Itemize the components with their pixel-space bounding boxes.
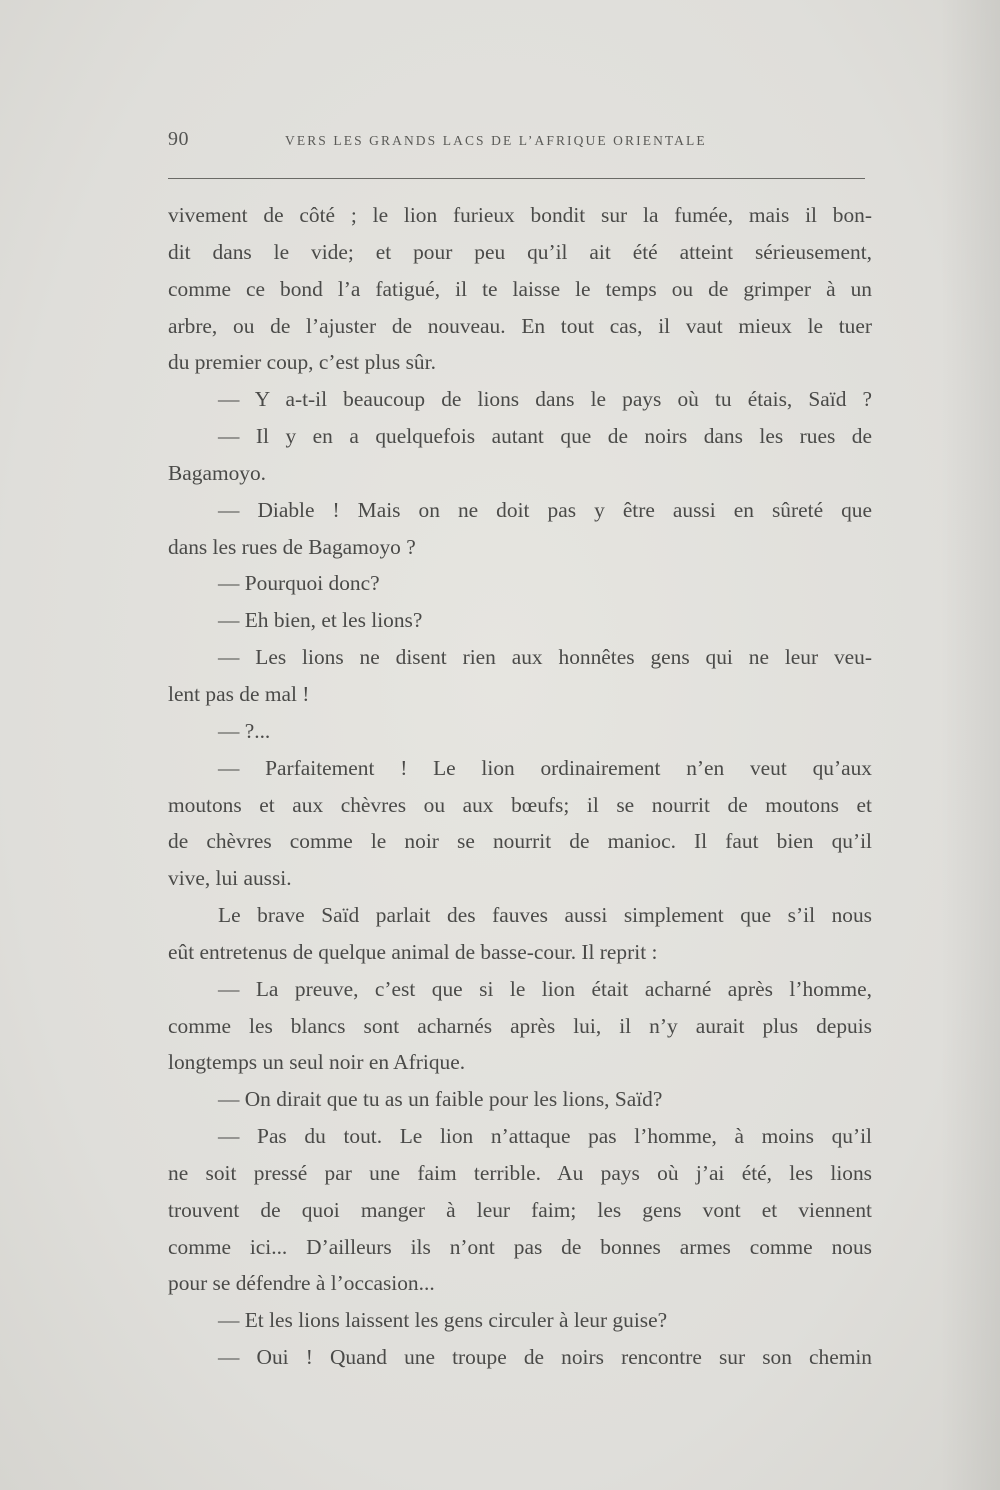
text-line: — Pas du tout. Le lion n’attaque pas l’homme, à moins qu’il: [218, 1124, 872, 1149]
text-line: de chèvres comme le noir se nourrit de manioc. Il faut bien qu’il: [168, 829, 872, 854]
text-line: dans les rues de Bagamoyo ?: [168, 534, 416, 559]
text-line: dit dans le vide; et pour peu qu’il ait été atteint sérieusement,: [168, 239, 872, 264]
page-edge-shadow: [940, 0, 1000, 1490]
text-line: — La preuve, c’est que si le lion était acharné après l’homme,: [218, 976, 872, 1001]
text-line: comme les blancs sont acharnés après lui, il n’y aurait plus depuis: [168, 1013, 872, 1038]
text-line: Le brave Saïd parlait des fauves aussi simplement que s’il nous: [218, 903, 872, 928]
text-line: — Et les lions laissent les gens circuler à leur guise?: [218, 1308, 668, 1333]
text-line: vive, lui aussi.: [168, 866, 292, 891]
text-line: — Oui ! Quand une troupe de noirs rencontre sur son chemin: [218, 1345, 872, 1370]
body-text: [168, 197, 872, 1376]
text-line: vivement de côté ; le lion furieux bondit sur la fumée, mais il bon-: [168, 203, 872, 227]
text-line: du premier coup, c’est plus sûr.: [168, 350, 436, 375]
text-line: — ?...: [218, 718, 271, 743]
text-line: — Parfaitement ! Le lion ordinairement n’en veut qu’aux: [218, 755, 872, 780]
text-line: ne soit pressé par une faim terrible. Au pays où j’ai été, les lions: [168, 1160, 872, 1185]
text-line: Bagamoyo.: [168, 460, 267, 485]
page-number: 90: [168, 128, 189, 150]
text-line: — Diable ! Mais on ne doit pas y être aussi en sûreté que: [218, 497, 872, 522]
text-line: — Pourquoi donc?: [218, 571, 380, 596]
text-line: moutons et aux chèvres ou aux bœufs; il se nourrit de moutons et: [168, 792, 872, 817]
page-header: [168, 128, 868, 158]
text-line: eût entretenus de quelque animal de basse-cour. Il reprit :: [168, 939, 658, 964]
text-line: comme ce bond l’a fatigué, il te laisse le temps ou de grimper à un: [168, 276, 872, 301]
running-head: VERS LES GRANDS LACS DE L’AFRIQUE ORIENTALE: [285, 133, 707, 148]
text-line: — Y a-t-il beaucoup de lions dans le pays où tu étais, Saïd ?: [218, 387, 872, 412]
text-line: — Il y en a quelquefois autant que de noirs dans les rues de: [218, 424, 872, 449]
header-rule: [168, 178, 865, 179]
text-line: arbre, ou de l’ajuster de nouveau. En tout cas, il vaut mieux le tuer: [168, 313, 872, 338]
text-line: lent pas de mal !: [168, 681, 310, 706]
text-line: — Eh bien, et les lions?: [218, 608, 423, 633]
text-line: pour se défendre à l’occasion...: [168, 1271, 435, 1296]
text-line: — Les lions ne disent rien aux honnêtes gens qui ne leur veu-: [218, 645, 872, 670]
text-line: comme ici... D’ailleurs ils n’ont pas de bonnes armes comme nous: [168, 1234, 872, 1259]
text-line: trouvent de quoi manger à leur faim; les gens vont et viennent: [168, 1197, 872, 1222]
text-line: longtemps un seul noir en Afrique.: [168, 1050, 466, 1075]
text-line: — On dirait que tu as un faible pour les lions, Saïd?: [218, 1087, 663, 1112]
